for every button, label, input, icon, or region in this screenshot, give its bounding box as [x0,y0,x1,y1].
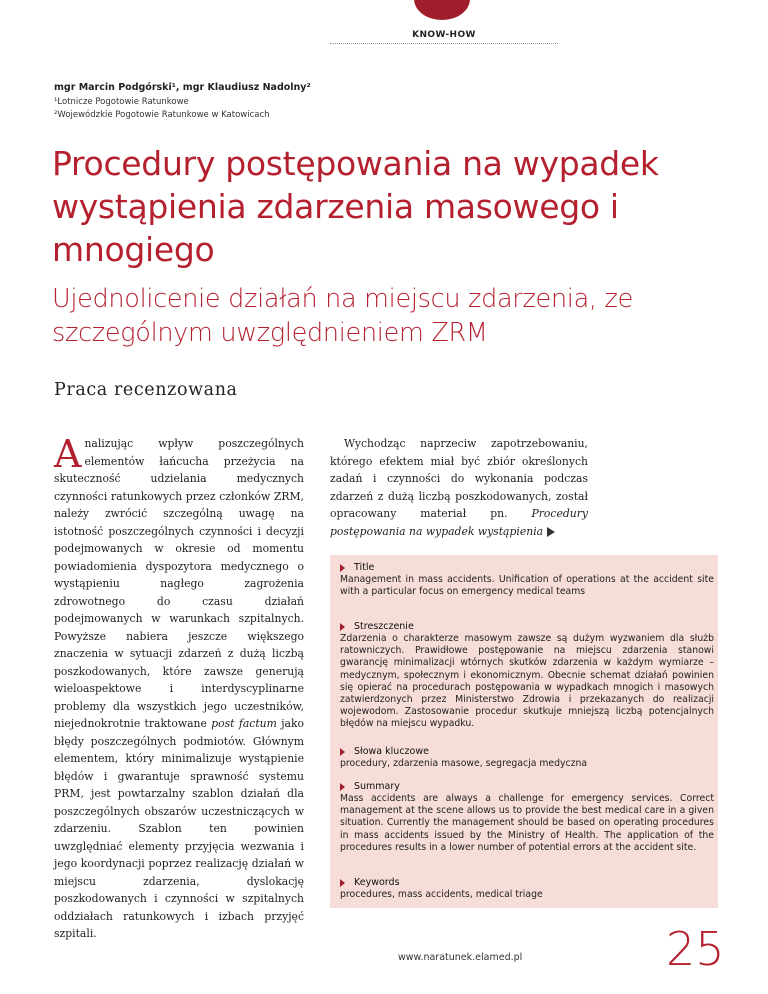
abstract-streszczenie-heading: Streszczenie [354,621,414,632]
drop-cap: A [54,432,82,476]
bullet-icon [340,564,345,572]
abstract-streszczenie-body: Zdarzenia o charakterze masowym zawsze są dużym wyzwaniem dla służb ratowniczych. Prawidłowe postępowanie na miejscu zdarzenia stanowi gwarancję minimalizacji wtórnych skutków zdarzenia w każdym wymiarze – medycznym, społecznym i ekonomicznym. Obecnie schemat działań powinien się opierać na procedurach postępowania w wypadkach mnogich i masowych zatwierdzonych przez Ministerstwo Zdrowia i przekazanych do realizacji wojewodom. Zastosowanie procedur skutkuje mniejszą liczbą potencjalnych błędów na miejscu wypadku. [340,633,714,730]
footer-url: www.naratunek.elamed.pl [398,952,523,963]
abstract-keywords-pl-section [340,745,714,770]
section-label: KNOW-HOW [412,30,476,40]
affiliation-2: ²Wojewódzkie Pogotowie Ratunkowe w Katowicach [54,110,270,120]
section-tab-marker [414,0,470,20]
continue-arrow-icon [547,527,555,537]
body-left-text: nalizując wpływ poszczególnych elementów łańcucha przeżycia na skuteczność udzielania medycznych czynności ratunkowych przez członków ZRM, należy zwrócić szczególną uwagę na istotność poszczególnych czynności i decyzji podejmowanych w okresie od momentu powiadomienia dyspozytora medycznego o wystąpieniu nagłego zagrożenia zdrowotnego do czasu działań podejmowanych w warunkach szpitalnych. Powyższe nabiera jeszcze większego znaczenia w sytuacji zdarzeń z dużą liczbą poszkodowanych, które zawsze generują wieloaspektowe i interdyscyplinarne problemy dla wszystkich jego uczestników, niejednokrotnie traktowane [54,437,304,730]
bullet-icon [340,748,345,756]
abstract-box [330,555,718,908]
affiliation-1: ¹Lotnicze Pogotowie Ratunkowe [54,97,189,107]
abstract-keywords-heading: Keywords [354,877,400,888]
body-left-column [54,432,305,943]
bullet-icon [340,783,345,791]
body-left-text-end: jako błędy poszczególnych podmiotów. Głównym elementem, który minimalizuje wystąpienie błędów i gwarantuje sprawność systemu PRM, jest powtarzalny szablon działań dla poszczególnych obszarów uczestniczących w zdarzeniu. Szablon ten powinien uwzględniać elementy przyjęcia wezwania i jego koordynacji poprzez realizację działań w miejscu zdarzenia, dyslokację poszkodowanych i czynności w szpitalnych oddziałach ratunkowych i izbach przyjęć szpitali. [54,717,305,940]
body-right-column [330,435,588,540]
abstract-summary-body: Mass accidents are always a challenge for emergency services. Correct management at the scene allows us to provide the best medical care in a given situation. Currently the management should be based on operating procedures in mass accidents issued by the Ministry of Health. The application of the procedures results in a lower number of potential errors at the accident site. [340,793,714,853]
abstract-keywords-pl-body: procedury, zdarzenia masowe, segregacja medyczna [340,758,588,769]
article-title: Procedury postępowania na wypadek wystąpienia zdarzenia masowego i mnogiego [52,144,659,269]
abstract-streszczenie-section [340,620,714,731]
body-right-italic: Procedury postępowania na wypadek wystąpienia [330,507,588,538]
abstract-keywords-pl-heading: Słowa kluczowe [354,746,429,757]
body-left-italic: post factum [211,717,277,730]
authors: mgr Marcin Podgórski¹, mgr Klaudiusz Nadolny² [54,82,311,93]
abstract-keywords-section [340,876,714,901]
bullet-icon [340,623,345,631]
abstract-summary-heading: Summary [354,781,400,792]
article-subtitle: Ujednolicenie działań na miejscu zdarzenia, ze szczególnym uwzględnieniem ZRM [52,284,634,348]
abstract-keywords-body: procedures, mass accidents, medical triage [340,889,543,900]
abstract-title-heading: Title [354,562,375,573]
page-number: 25 [666,922,725,976]
bullet-icon [340,879,345,887]
abstract-summary-section [340,780,714,854]
abstract-title-section [340,561,714,598]
abstract-title-body: Management in mass accidents. Unification of operations at the accident site with a particular focus on emergency medical teams [340,574,714,598]
review-label: Praca recenzowana [54,380,238,400]
header-divider [330,43,558,44]
body-right-text: Wychodząc naprzeciw zapotrzebowaniu, którego efektem miał być zbiór określonych zadań i czynności do wykonania podczas zdarzeń z dużą liczbą poszkodowanych, został opracowany materiał pn. [330,437,588,520]
